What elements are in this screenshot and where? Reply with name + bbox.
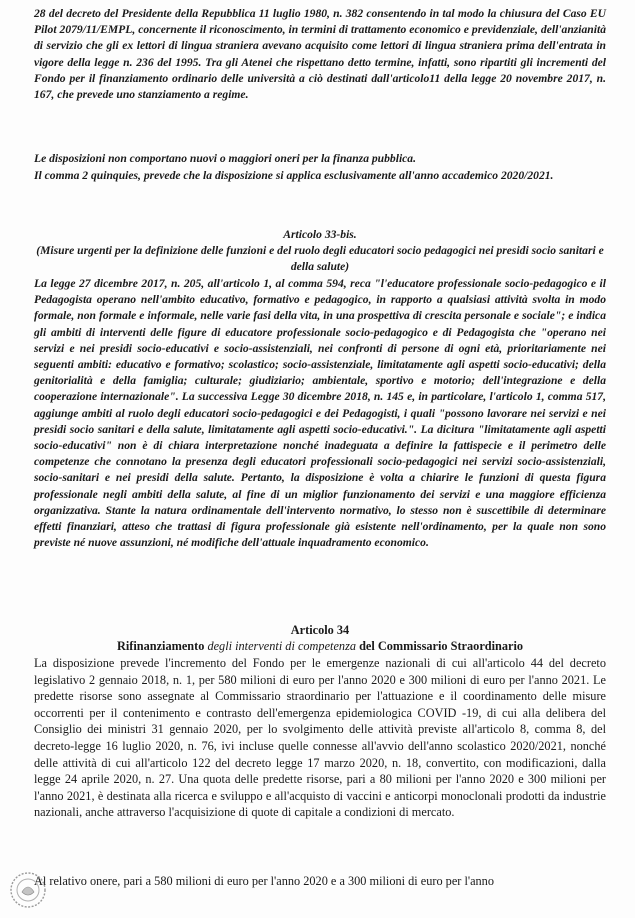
article-34-paragraph-1: La disposizione prevede l'incremento del Fondo per le emergenze nazionali di cui all'articolo 44 del decreto legislativo 2 gennaio 2018, n. 1, per 580 milioni di euro per l'anno 2020 e 300 milioni di euro per l'anno 2021. Le predette risorse sono assegnate al Commissario straordinario per l'attuazione e il coordinamento delle misure occorrenti per il contenimento e contrasto dell'emergenza epidemiologica COVID -19, di cui alla delibera del Consiglio dei ministri 31 gennaio 2020, per lo svolgimento delle attività previste all'articolo 8, comma 8, del decreto-legge 16 luglio 2020, n. 76, ivi incluse quelle connesse all'avvio dell'anno scolastico 2020/2021, nonché delle attività di cui all'articolo 122 del decreto legge 17 marzo 2020, n. 18, convertito, con modificazioni, dalla legge 24 aprile 2020, n. 27. Una quota delle predette risorse, pari a 80 milioni per l'anno 2020 e 300 milioni per l'anno 2021, è destinata alla ricerca e sviluppo e all'acquisto di vaccini e anticorpi monoclonali prodotti da industrie nazionali, anche attraverso l'acquisizione di quote di capitale a condizioni di mercato.: [34, 656, 606, 820]
article-34-subtitle-part-2: degli interventi di competenza: [207, 639, 357, 653]
article-34-subtitle-part-3: del Commissario Straordinario: [356, 639, 524, 653]
article-34-subtitle-part-1: Rifinanziamento: [116, 639, 208, 653]
article-34-subtitle: [34, 638, 606, 655]
article-34-paragraph-2: Al relativo onere, pari a 580 milioni di euro per l'anno 2020 e a 300 milioni di euro per l'anno: [34, 874, 494, 888]
intro-comma-2-quinquies: Il comma 2 quinquies, prevede che la disposizione si applica esclusivamente all'anno accademico 2020/2021.: [34, 169, 554, 182]
article-33bis-title: Articolo 33-bis.: [283, 228, 357, 241]
article-33bis-subtitle: (Misure urgenti per la definizione delle funzioni e del ruolo degli educatori socio pedagogici nei presidi socio sanitari e della salute): [36, 244, 604, 274]
article-34-title: Articolo 34: [290, 623, 350, 637]
article-33bis-body: La legge 27 dicembre 2017, n. 205, all'articolo 1, al comma 594, reca "l'educatore professionale socio-pedagogico e il Pedagogista operano nell'ambito educativo, formativo e pedagogico, in rapporto a qualsiasi attività svolta in modo formale, non formale e informale, nelle varie fasi della vita, in una prospettiva di crescita personale e sociale"; e indica gli ambiti di interventi delle figure di educatore professionale socio-pedagogico e di Pedagogista che "operano nei servizi e nei presidi socio-educativi e socio-assistenziali, nei confronti di persone di ogni età, prioritariamente nei seguenti ambiti: educativo e formativo; scolastico; socio-assistenziale, limitatamente agli aspetti socio-educativi; della genitorialità e della famiglia; culturale; giudiziario; ambientale, sportivo e motorio; dell'integrazione e della cooperazione internazionale". La successiva Legge 30 dicembre 2018, n. 145 e, in particolare, l'articolo 1, comma 517, aggiunge ambiti al ruolo degli educatori socio-pedagogici e dei Pedagogisti, i quali "possono lavorare nei servizi e nei presidi socio sanitari e della salute, limitatamente agli aspetti socio-educativi.". La dicitura "limitatamente agli aspetti socio-educativi" non è di chiara interpretazione nonché inadeguata a definire la fattispecie e il perimetro delle competenze che connotano la presenza degli educatori professionali socio-pedagogici nei servizi socio-assistenziali, socio-sanitari e nei presidi della salute. Pertanto, la disposizione è volta a chiarire le funzioni di questa figura professionale negli ambiti della salute, al fine di un miglior funzionamento dei servizi e una maggiore efficienza organizzativa. Stante la natura ordinamentale dell'intervento normativo, lo stesso non è suscettibile di determinare effetti finanziari, atteso che trattasi di figura professionale già esistente nell'ordinamento, per la quale non sono previste né nuove assunzioni, né modifiche dell'attuale inquadramento economico.: [34, 277, 606, 550]
intro-paragraph: 28 del decreto del Presidente della Repubblica 11 luglio 1980, n. 382 consentendo in tal modo la chiusura del Caso EU Pilot 2079/11/EMPL, concernente il riconoscimento, in termini di trattamento economico e previdenziale, dell'anzianità di servizio che gli ex lettori di lingua straniera avevano acquisito come lettori di lingua straniera prima dell'entrata in vigore della legge n. 236 del 1995. Tra gli Atenei che rispettano detto termine, infatti, sono ripartiti gli incrementi del Fondo per il finanziamento ordinario delle università a ciò destinati dall'articolo11 della legge 20 novembre 2017, n. 167, che prevede uno stanziamento a regime.: [34, 7, 606, 102]
official-stamp-icon: [8, 870, 48, 910]
intro-no-charges: Le disposizioni non comportano nuovi o maggiori oneri per la finanza pubblica.: [34, 152, 417, 165]
